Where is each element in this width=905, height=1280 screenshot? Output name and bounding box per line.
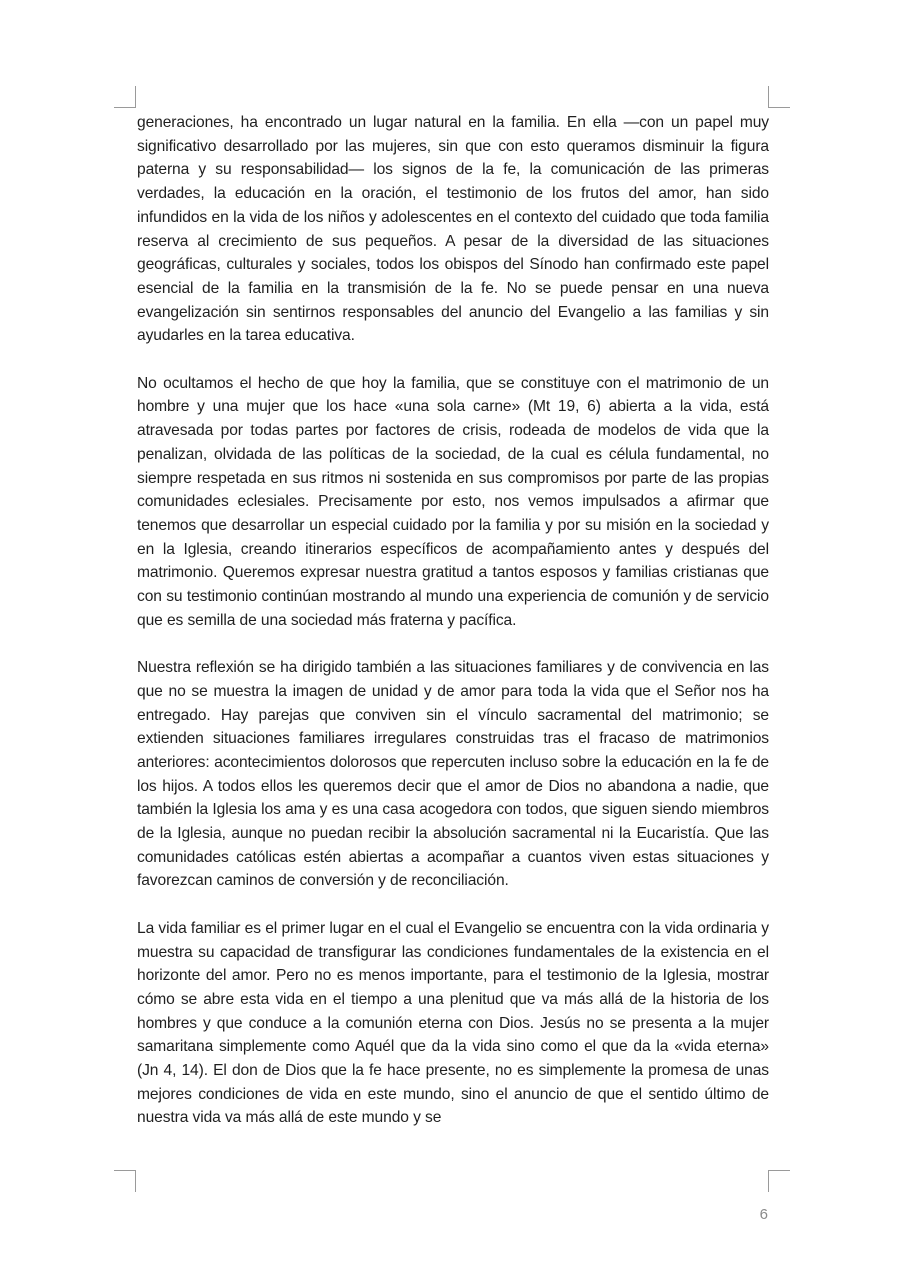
crop-mark-top-right bbox=[768, 86, 790, 108]
page-number: 6 bbox=[759, 1206, 768, 1223]
crop-mark-bottom-left bbox=[114, 1170, 136, 1192]
crop-mark-top-left bbox=[114, 86, 136, 108]
paragraph-2: No ocultamos el hecho de que hoy la familia, que se constituye con el matrimonio de un hombre y una mujer que los hace «una sola carne» (Mt 19, 6) abierta a la vida, está atravesada por todas partes por factores de crisis, rodeada de modelos de vida que la penalizan, olvidada de las políticas de la sociedad, de la cual es célula fundamental, no siempre respetada en sus ritmos ni sostenida en sus compromisos por parte de las propias comunidades eclesiales. Precisamente por esto, nos vemos impulsados a afirmar que tenemos que desarrollar un especial cuidado por la familia y por su misión en la sociedad y en la Iglesia, creando itinerarios específicos de acompañamiento antes y después del matrimonio. Queremos expresar nuestra gratitud a tantos esposos y familias cristianas que con su testimonio continúan mostrando al mundo una experiencia de comunión y de servicio que es semilla de una sociedad más fraterna y pacífica. bbox=[137, 374, 769, 629]
body-text bbox=[137, 111, 769, 1154]
paragraph-3: Nuestra reflexión se ha dirigido también a las situaciones familiares y de convivencia en las que no se muestra la imagen de unidad y de amor para toda la vida que el Señor nos ha entregado. Hay parejas que conviven sin el vínculo sacramental del matrimonio; se extienden situaciones familiares irregulares construidas tras el fracaso de matrimonios anteriores: acontecimientos dolorosos que repercuten incluso sobre la educación en la fe de los hijos. A todos ellos les queremos decir que el amor de Dios no abandona a nadie, que también la Iglesia los ama y es una casa acogedora con todos, que siguen siendo miembros de la Iglesia, aunque no puedan recibir la absolución sacramental ni la Eucaristía. Que las comunidades católicas estén abiertas a acompañar a cuantos viven estas situaciones y favorezcan caminos de conversión y de reconciliación. bbox=[137, 659, 769, 890]
crop-mark-bottom-right bbox=[768, 1170, 790, 1192]
paragraph-4: La vida familiar es el primer lugar en el cual el Evangelio se encuentra con la vida ordinaria y muestra su capacidad de transfigurar las condiciones fundamentales de la existencia en el horizonte del amor. Pero no es menos importante, para el testimonio de la Iglesia, mostrar cómo se abre esta vida en el tiempo a una plenitud que va más allá de la historia de los hombres y que conduce a la comunión eterna con Dios. Jesús no se presenta a la mujer samaritana simplemente como Aquél que da la vida sino como el que da la «vida eterna» (Jn 4, 14). El don de Dios que la fe hace presente, no es simplemente la promesa de unas mejores condiciones de vida en este mundo, sino el anuncio de que el sentido último de nuestra vida va más allá de este mundo y se bbox=[137, 919, 769, 1127]
paragraph-1: generaciones, ha encontrado un lugar natural en la familia. En ella —con un papel muy significativo desarrollado por las mujeres, sin que con esto queramos disminuir la figura paterna y su responsabilidad— los signos de la fe, la comunicación de las primeras verdades, la educación en la oración, el testimonio de los frutos del amor, han sido infundidos en la vida de los niños y adolescentes en el contexto del cuidado que toda familia reserva al crecimiento de sus pequeños. A pesar de la diversidad de las situaciones geográficas, culturales y sociales, todos los obispos del Sínodo han confirmado este papel esencial de la familia en la transmisión de la fe. No se puede pensar en una nueva evangelización sin sentirnos responsables del anuncio del Evangelio a las familias y sin ayudarles en la tarea educativa. bbox=[137, 114, 769, 345]
